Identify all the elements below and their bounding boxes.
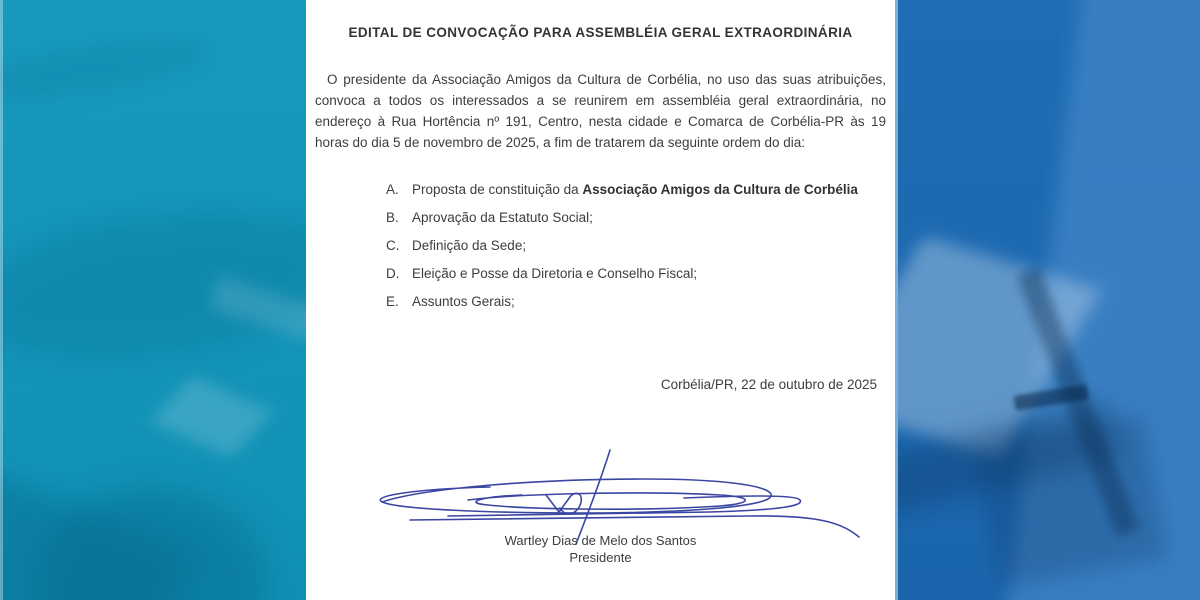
agenda-text: Definição da Sede; <box>412 238 527 253</box>
document-title: EDITAL DE CONVOCAÇÃO PARA ASSEMBLÉIA GERAL EXTRAORDINÁRIA <box>348 25 853 40</box>
date-line: Corbélia/PR, 22 de outubro de 2025 <box>660 377 877 392</box>
signature-block <box>306 440 895 600</box>
agenda-letter: B. <box>386 210 399 225</box>
agenda-item <box>386 295 883 310</box>
left-photo-shadow-shape <box>0 29 212 108</box>
body-paragraph: O presidente da Associação Amigos da Cultura de Corbélia, no uso das suas atribuições, convoca a todos os interessados a se reunirem em assembléia geral extraordinária, no endereço à Rua Hortência nº 191, Centro, nesta cidade e Comarca de Corbélia-PR às 19 horas do dia 5 de novembro de 2025, a fim de tratarem da seguinte ordem do dia: <box>315 72 886 150</box>
signatory-name: Wartley Dias de Melo dos Santos <box>504 533 697 548</box>
agenda-list <box>386 183 883 323</box>
agenda-text: Assuntos Gerais; <box>412 294 515 309</box>
agenda-text: Aprovação da Estatuto Social; <box>412 210 593 225</box>
agenda-text: Eleição e Posse da Diretoria e Conselho Fiscal; <box>412 266 698 281</box>
left-edge-highlight <box>0 0 3 600</box>
left-photo-panel <box>0 0 306 600</box>
agenda-letter: C. <box>386 238 400 253</box>
right-photo-panel <box>895 0 1200 600</box>
agenda-item <box>386 211 883 226</box>
agenda-text: Proposta de constituição da Associação Amigos da Cultura de Corbélia <box>412 182 858 197</box>
agenda-item <box>386 183 883 198</box>
agenda-item <box>386 239 883 254</box>
keyboard-key-highlight <box>151 376 272 457</box>
agenda-letter: D. <box>386 266 400 281</box>
agenda-letter: A. <box>386 182 399 197</box>
document-page <box>306 0 895 600</box>
agenda-item <box>386 267 883 282</box>
agenda-letter: E. <box>386 294 399 309</box>
arm-silhouette-shape <box>0 192 306 377</box>
signatory-role: Presidente <box>569 550 632 565</box>
